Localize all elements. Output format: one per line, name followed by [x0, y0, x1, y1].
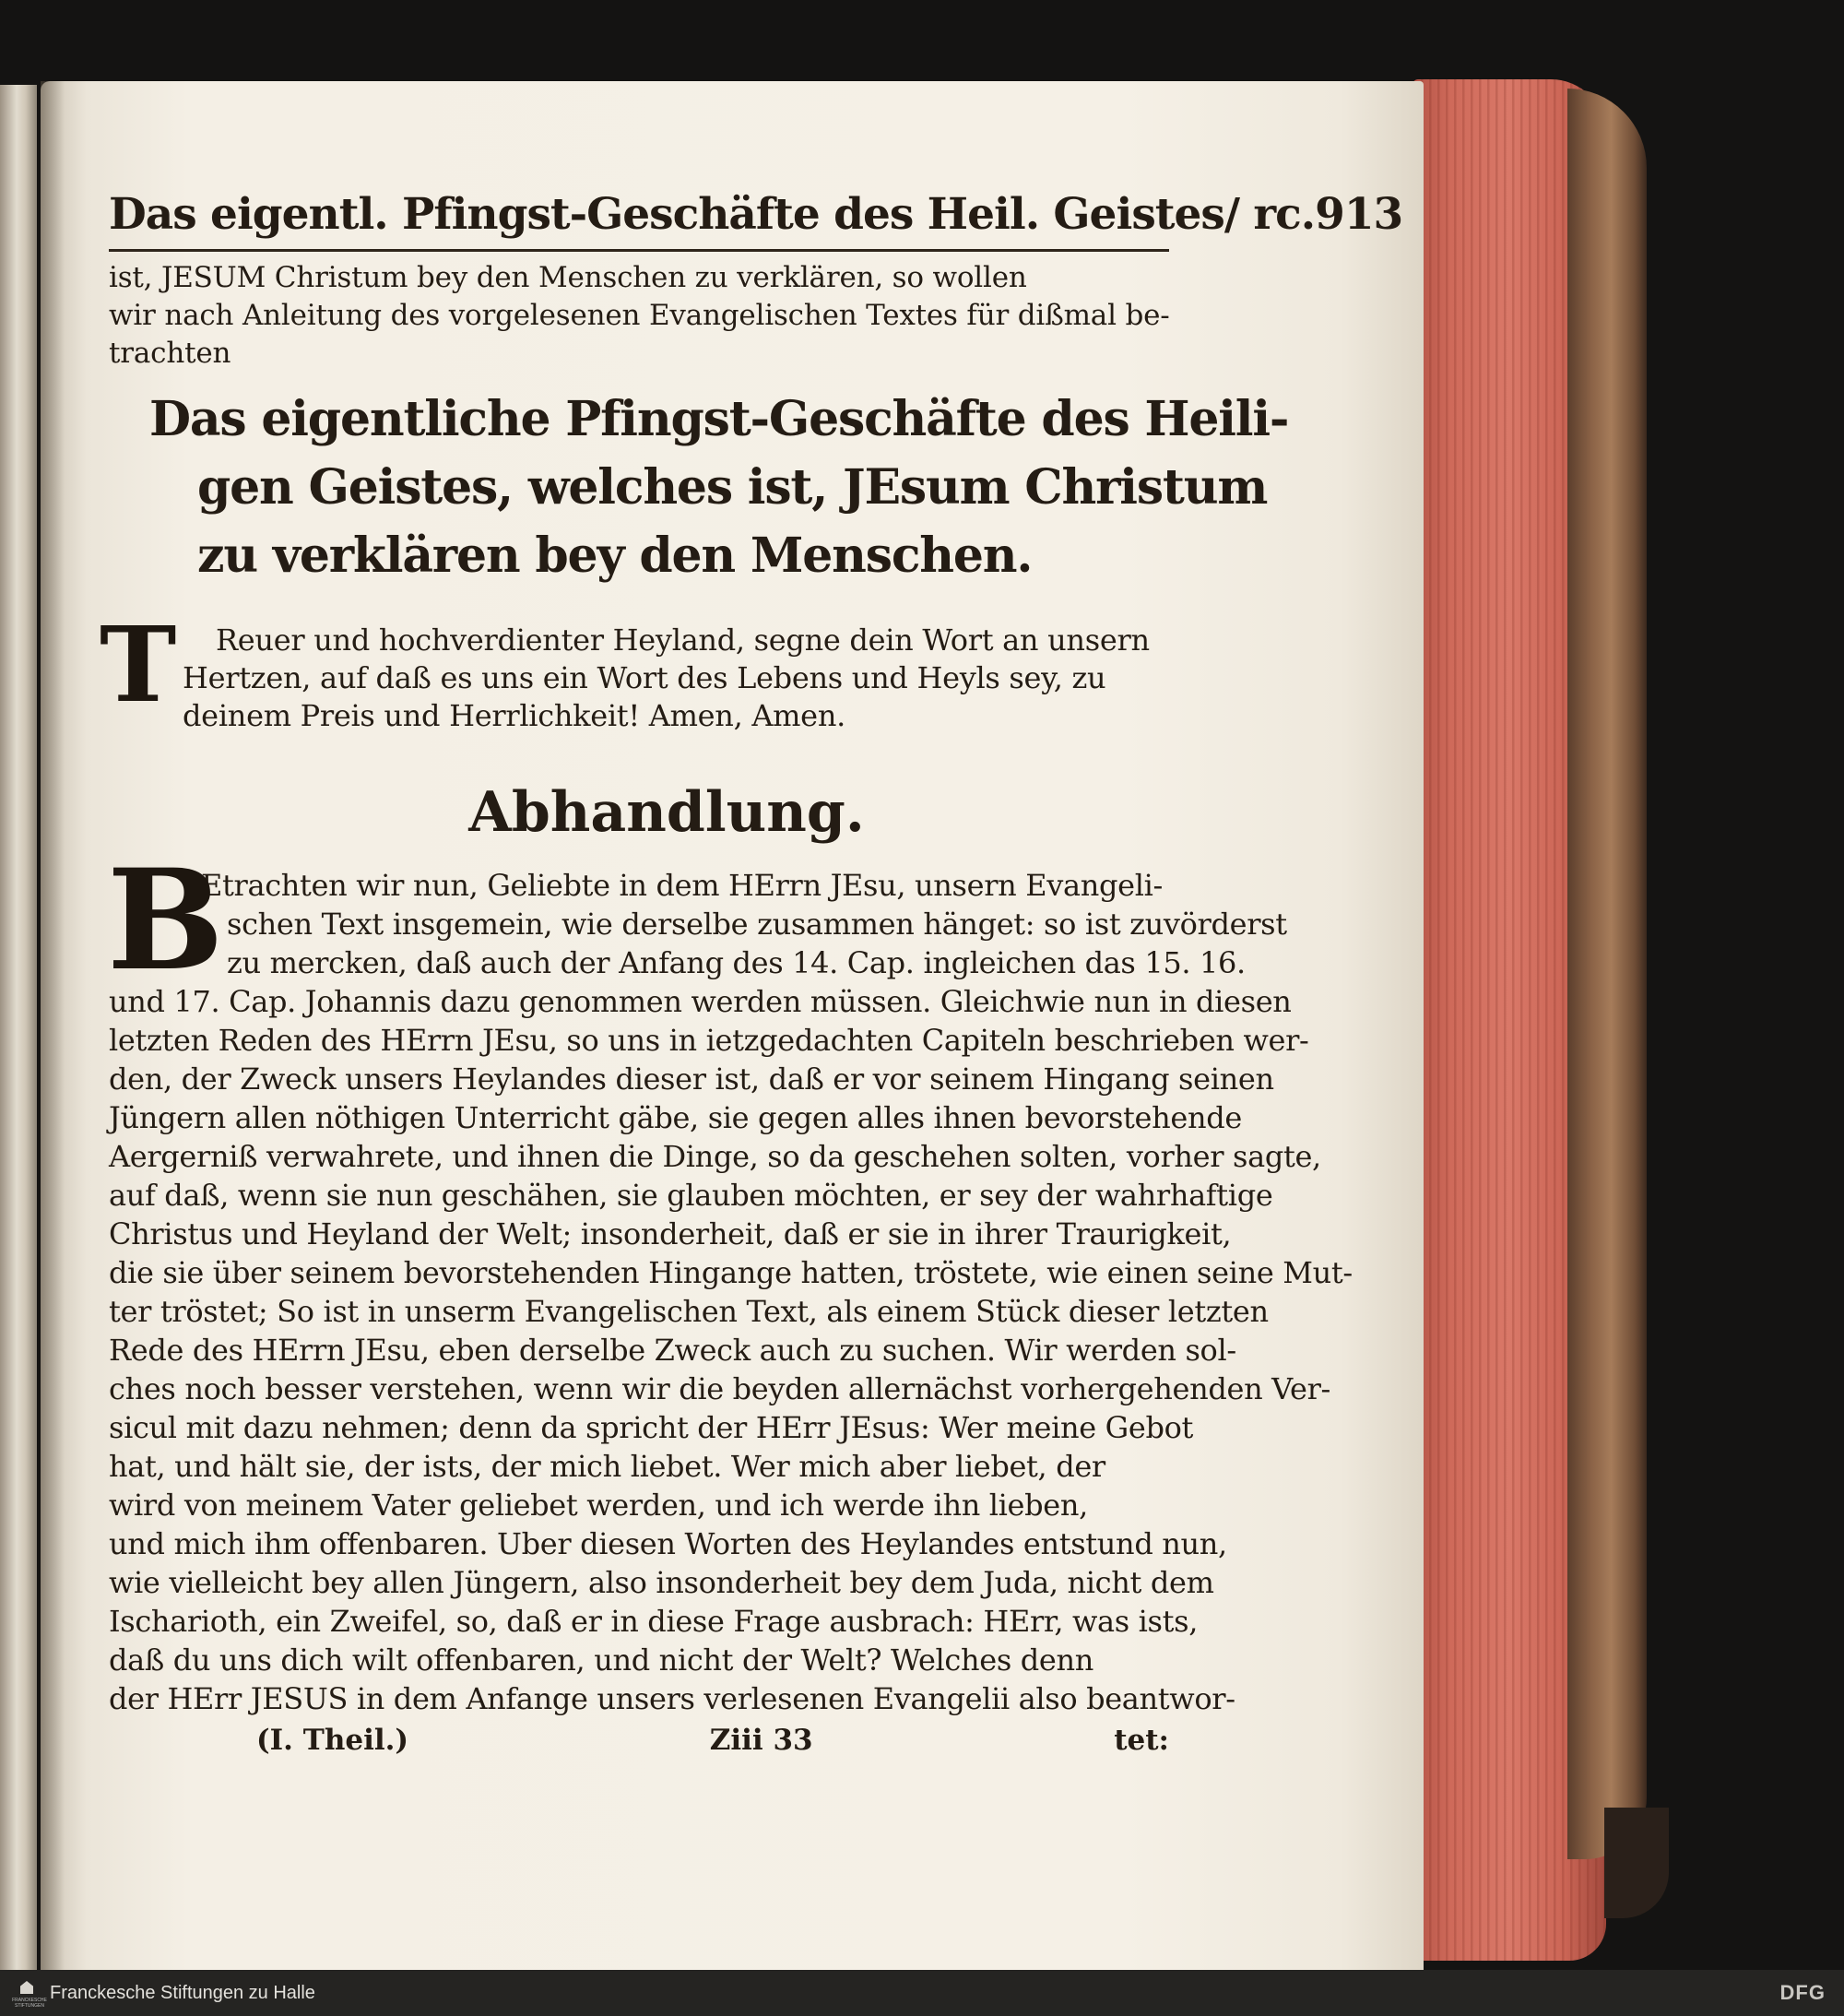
heading-line: zu verklären bey den Menschen.	[197, 528, 1033, 584]
heading-line: gen Geistes, welches ist, JEsum Christum	[197, 459, 1268, 516]
viewer-footer-bar	[0, 1970, 1844, 2016]
body-line: sicul mit dazu nehmen; denn da spricht der HErr JEsus: Wer meine Gebot	[109, 1410, 1194, 1445]
body-line: auf daß, wenn sie nun geschähen, sie glauben möchten, er sey der wahrhaftige	[109, 1178, 1273, 1213]
body-line: hat, und hält sie, der ists, der mich liebet. Wer mich aber liebet, der	[109, 1449, 1105, 1484]
left-page-edge	[0, 85, 37, 1970]
signature-mark: Ziii 33	[709, 1724, 813, 1757]
prayer-line: deinem Preis und Herrlichkeit! Amen, Amen.	[183, 698, 845, 733]
body-paragraph	[107, 839, 1353, 1718]
body-line: ter tröstet; So ist in unserm Evangelischen Text, als einem Stück dieser letzten	[109, 1294, 1269, 1329]
catchword: tet:	[1114, 1724, 1169, 1757]
running-head	[109, 184, 1403, 247]
body-line: Jüngern allen nöthigen Unterricht gäbe, sie gegen alles ihnen bevorstehende	[109, 1100, 1242, 1135]
body-line: Rede des HErrn JEsu, eben derselbe Zweck auch zu suchen. Wir werden sol-	[109, 1333, 1236, 1368]
intro-line: trachten	[109, 337, 231, 370]
intro-line: ist, JESUM Christum bey den Menschen zu verklären, so wollen	[109, 261, 1027, 294]
building-icon	[20, 1981, 33, 1994]
institution-name: Franckesche Stiftungen zu Halle	[50, 1982, 315, 2003]
body-line: schen Text insgemein, wie derselbe zusammen hänget: so ist zuvörderst	[227, 907, 1287, 942]
prayer-paragraph	[100, 605, 1169, 735]
logo-caption: FRANCKESCHE STIFTUNGEN	[12, 1998, 47, 2009]
running-head-title: Das eigentl. Pfingst-Geschäfte des Heil. Geistes/ rc.	[109, 189, 1316, 240]
body-line: ches noch besser verstehen, wenn wir die beyden allernächst vorhergehenden Ver-	[109, 1371, 1330, 1406]
head-rule	[109, 249, 1169, 252]
body-line: die sie über seinem bevorstehenden Hingange hatten, tröstete, wie einen seine Mut-	[109, 1255, 1353, 1290]
body-line: den, der Zweck unsers Heylandes dieser ist, daß er vor seinem Hingang seinen	[109, 1061, 1274, 1097]
body-dropcap: B	[107, 839, 224, 1002]
body-line: zu mercken, daß auch der Anfang des 14. Cap. ingleichen das 15. 16.	[227, 945, 1246, 980]
section-title: Abhandlung.	[468, 780, 865, 845]
body-line: wird von meinem Vater geliebet werden, und ich werde ihn lieben,	[109, 1488, 1088, 1523]
book-cover-edge	[1567, 89, 1647, 1859]
intro-paragraph	[109, 259, 1169, 373]
volume-signature: (I. Theil.)	[256, 1724, 409, 1757]
heading-line: Das eigentliche Pfingst-Geschäfte des Heili-	[149, 391, 1289, 447]
body-line: daß du uns dich wilt offenbaren, und nicht der Welt? Welches denn	[109, 1642, 1093, 1678]
cover-corner	[1604, 1808, 1669, 1918]
body-line: und mich ihm offenbaren. Uber diesen Worten des Heylandes entstund nun,	[109, 1526, 1227, 1561]
institution-logo	[12, 1977, 47, 2009]
body-line: und 17. Cap. Johannis dazu genommen werden müssen. Gleichwie nun in diesen	[109, 984, 1292, 1019]
page-number: 913	[1315, 189, 1403, 240]
prayer-line: Hertzen, auf daß es uns ein Wort des Lebens und Heyls sey, zu	[183, 660, 1106, 695]
body-line: wie vielleicht bey allen Jüngern, also insonderheit bey dem Juda, nicht dem	[109, 1565, 1214, 1600]
body-line: Christus und Heyland der Welt; insonderheit, daß er sie in ihrer Traurigkeit,	[109, 1216, 1232, 1251]
page-text	[100, 184, 1403, 1761]
dfg-logo: DFG	[1779, 1981, 1826, 2004]
body-line: Aergerniß verwahrete, und ihnen die Dinge, so da geschehen solten, vorher sagte,	[109, 1139, 1321, 1174]
sermon-theme-heading	[109, 385, 1289, 590]
prayer-line: Reuer und hochverdienter Heyland, segne dein Wort an unsern	[216, 623, 1150, 658]
page-footer	[109, 1720, 1169, 1761]
body-line: Ischarioth, ein Zweifel, so, daß er in diese Frage ausbrach: HErr, was ists,	[109, 1604, 1199, 1639]
page-gutter-shadow	[41, 81, 65, 1970]
body-line: Etrachten wir nun, Geliebte in dem HErrn JEsu, unsern Evangeli-	[201, 868, 1163, 903]
body-line: der HErr JESUS in dem Anfange unsers verlesenen Evangelii also beantwor-	[109, 1681, 1235, 1716]
body-line: letzten Reden des HErrn JEsu, so uns in ietzgedachten Capiteln beschrieben wer-	[109, 1023, 1309, 1058]
intro-line: wir nach Anleitung des vorgelesenen Evangelischen Textes für dißmal be-	[109, 299, 1170, 332]
prayer-dropcap: T	[100, 605, 177, 726]
